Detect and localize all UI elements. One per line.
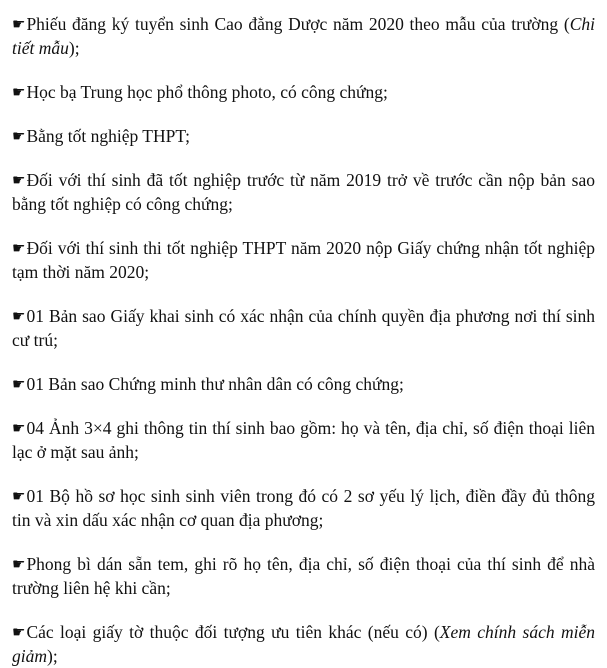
pointing-hand-icon: ☛ xyxy=(12,239,26,257)
pointing-hand-icon: ☛ xyxy=(12,83,26,101)
exemption-policy-link[interactable]: Xem chính sách miễn giảm xyxy=(12,622,595,666)
list-item xyxy=(12,620,595,668)
item-text: Phong bì dán sẵn tem, ghi rõ họ tên, địa chỉ, số điện thoại của thí sinh để nhà trường liên hệ khi cần; xyxy=(12,554,595,598)
list-item xyxy=(12,484,595,532)
item-text-end: ); xyxy=(68,38,80,58)
pointing-hand-icon: ☛ xyxy=(12,171,26,189)
item-text: 04 Ảnh 3×4 ghi thông tin thí sinh bao gồm: họ và tên, địa chỉ, số điện thoại liên lạc ở mặt sau ảnh; xyxy=(12,418,595,462)
pointing-hand-icon: ☛ xyxy=(12,555,26,573)
list-item xyxy=(12,124,595,148)
item-text: Các loại giấy tờ thuộc đối tượng ưu tiên khác (nếu có) ( xyxy=(26,622,440,642)
item-text: 01 Bộ hồ sơ học sinh sinh viên trong đó có 2 sơ yếu lý lịch, điền đầy đủ thông tin và xin dấu xác nhận cơ quan địa phương; xyxy=(12,486,595,530)
pointing-hand-icon: ☛ xyxy=(12,15,26,33)
list-item xyxy=(12,372,595,396)
pointing-hand-icon: ☛ xyxy=(12,487,26,505)
list-item xyxy=(12,80,595,104)
list-item xyxy=(12,168,595,216)
pointing-hand-icon: ☛ xyxy=(12,127,26,145)
item-text-end: ); xyxy=(47,646,58,666)
item-text: 01 Bản sao Chứng minh thư nhân dân có công chứng; xyxy=(26,374,404,394)
item-text: 01 Bản sao Giấy khai sinh có xác nhận của chính quyền địa phương nơi thí sinh cư trú; xyxy=(12,306,595,350)
item-text: Phiếu đăng ký tuyển sinh Cao đẳng Dược năm 2020 theo mẫu của trường ( xyxy=(26,14,570,34)
list-item xyxy=(12,12,595,60)
pointing-hand-icon: ☛ xyxy=(12,307,26,325)
item-text: Học bạ Trung học phổ thông photo, có công chứng; xyxy=(26,82,388,102)
detail-form-link[interactable]: Chi tiết mẫu xyxy=(12,14,595,58)
pointing-hand-icon: ☛ xyxy=(12,419,26,437)
item-text: Đối với thí sinh đã tốt nghiệp trước từ năm 2019 trở về trước cần nộp bản sao bằng tốt nghiệp có công chứng; xyxy=(12,170,595,214)
pointing-hand-icon: ☛ xyxy=(12,375,26,393)
document-body xyxy=(12,12,595,668)
list-item xyxy=(12,236,595,284)
list-item xyxy=(12,304,595,352)
list-item xyxy=(12,416,595,464)
pointing-hand-icon: ☛ xyxy=(12,623,26,641)
item-text: Đối với thí sinh thi tốt nghiệp THPT năm 2020 nộp Giấy chứng nhận tốt nghiệp tạm thời năm 2020; xyxy=(12,238,595,282)
item-text: Bằng tốt nghiệp THPT; xyxy=(26,126,190,146)
list-item xyxy=(12,552,595,600)
